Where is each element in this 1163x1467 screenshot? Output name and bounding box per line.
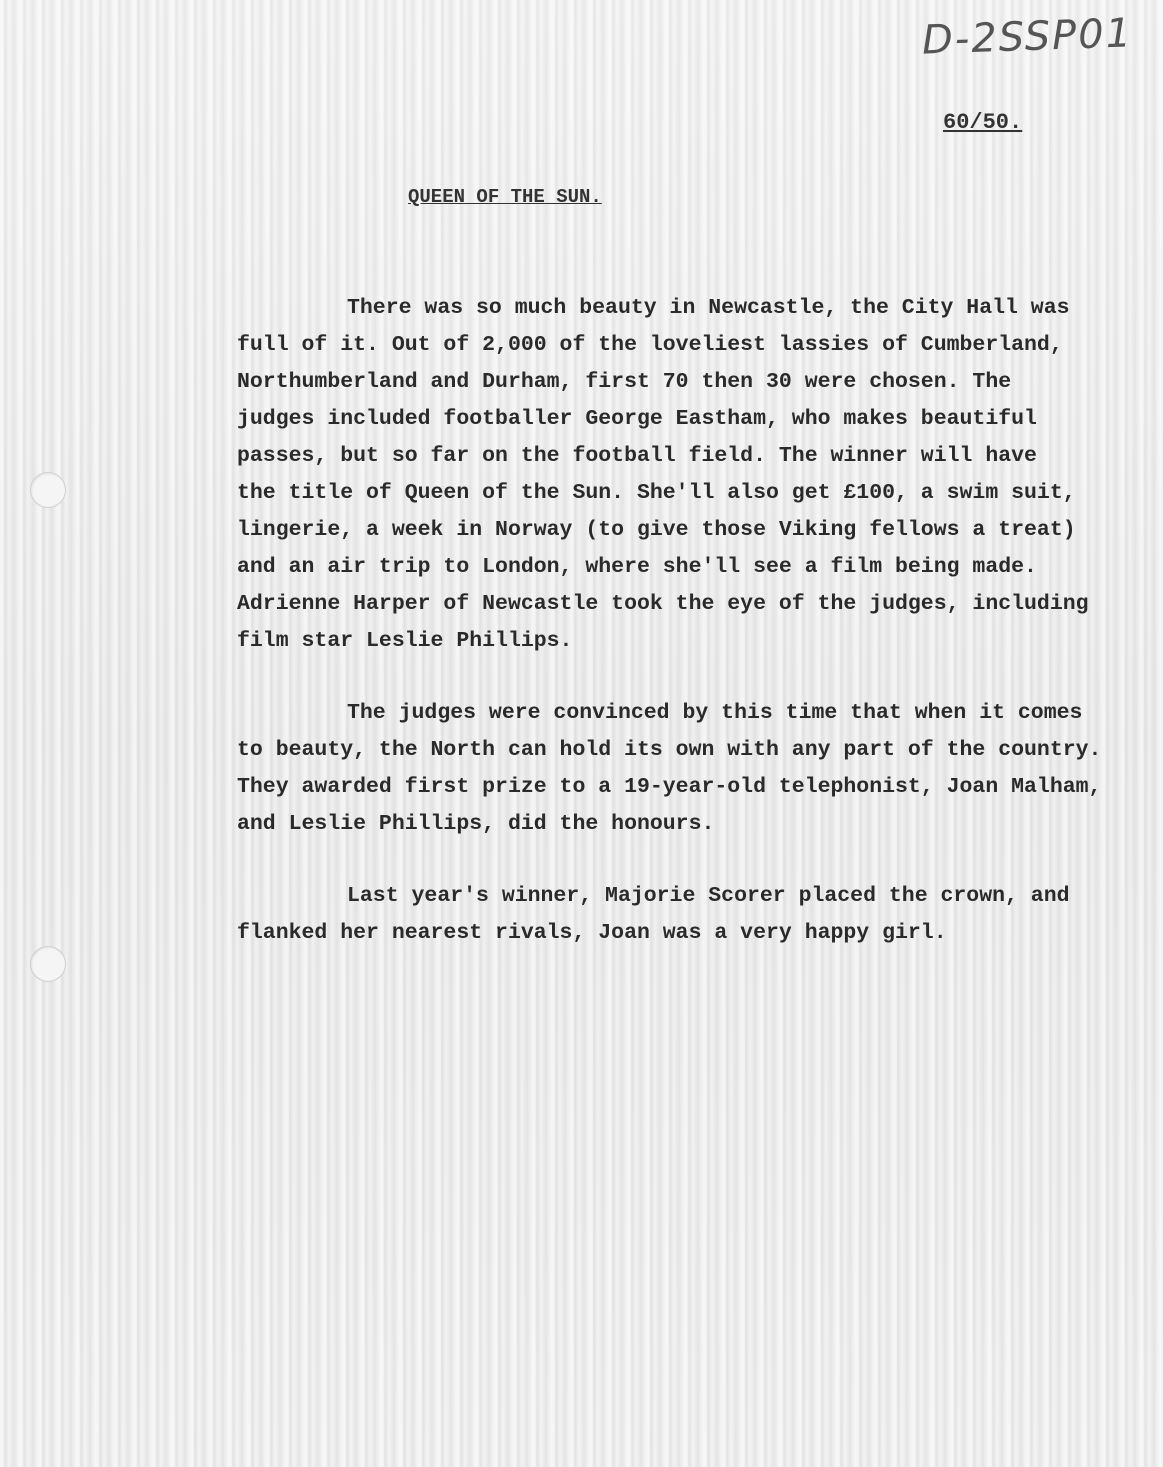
text-line: and Leslie Phillips, did the honours. [237,812,715,836]
paragraph-3 [237,878,1070,952]
text-line: the title of Queen of the Sun. She'll also get £100, a swim suit, [237,481,1076,505]
text-line: lingerie, a week in Norway (to give those Viking fellows a treat) [237,518,1076,542]
text-line: There was so much beauty in Newcastle, the City Hall was [347,296,1070,320]
text-line: flanked her nearest rivals, Joan was a very happy girl. [237,921,947,945]
text-line: to beauty, the North can hold its own with any part of the country. [237,738,1102,762]
document-body [237,290,1102,987]
text-line: film star Leslie Phillips. [237,629,573,653]
text-line: and an air trip to London, where she'll see a film being made. [237,555,1037,579]
text-line: Adrienne Harper of Newcastle took the eye of the judges, including [237,592,1089,616]
paragraph-1 [237,290,1089,660]
text-line: judges included footballer George Eastham, who makes beautiful [237,407,1037,431]
text-line: Northumberland and Durham, first 70 then 30 were chosen. The [237,370,1012,394]
text-line: The judges were convinced by this time that when it comes [347,701,1083,725]
text-line: Last year's winner, Majorie Scorer placed the crown, and [347,884,1070,908]
document-number: 60/50. [943,110,1023,135]
punch-hole-lower [30,946,66,982]
text-line: They awarded first prize to a 19-year-old telephonist, Joan Malham, [237,775,1102,799]
text-line: passes, but so far on the football field. The winner will have [237,444,1037,468]
document-title: QUEEN OF THE SUN. [408,186,602,208]
punch-hole-upper [30,472,66,508]
handwritten-reference: D-2SSP01 [921,10,1134,64]
text-line: full of it. Out of 2,000 of the loveliest lassies of Cumberland, [237,333,1063,357]
paragraph-2 [237,695,1102,843]
